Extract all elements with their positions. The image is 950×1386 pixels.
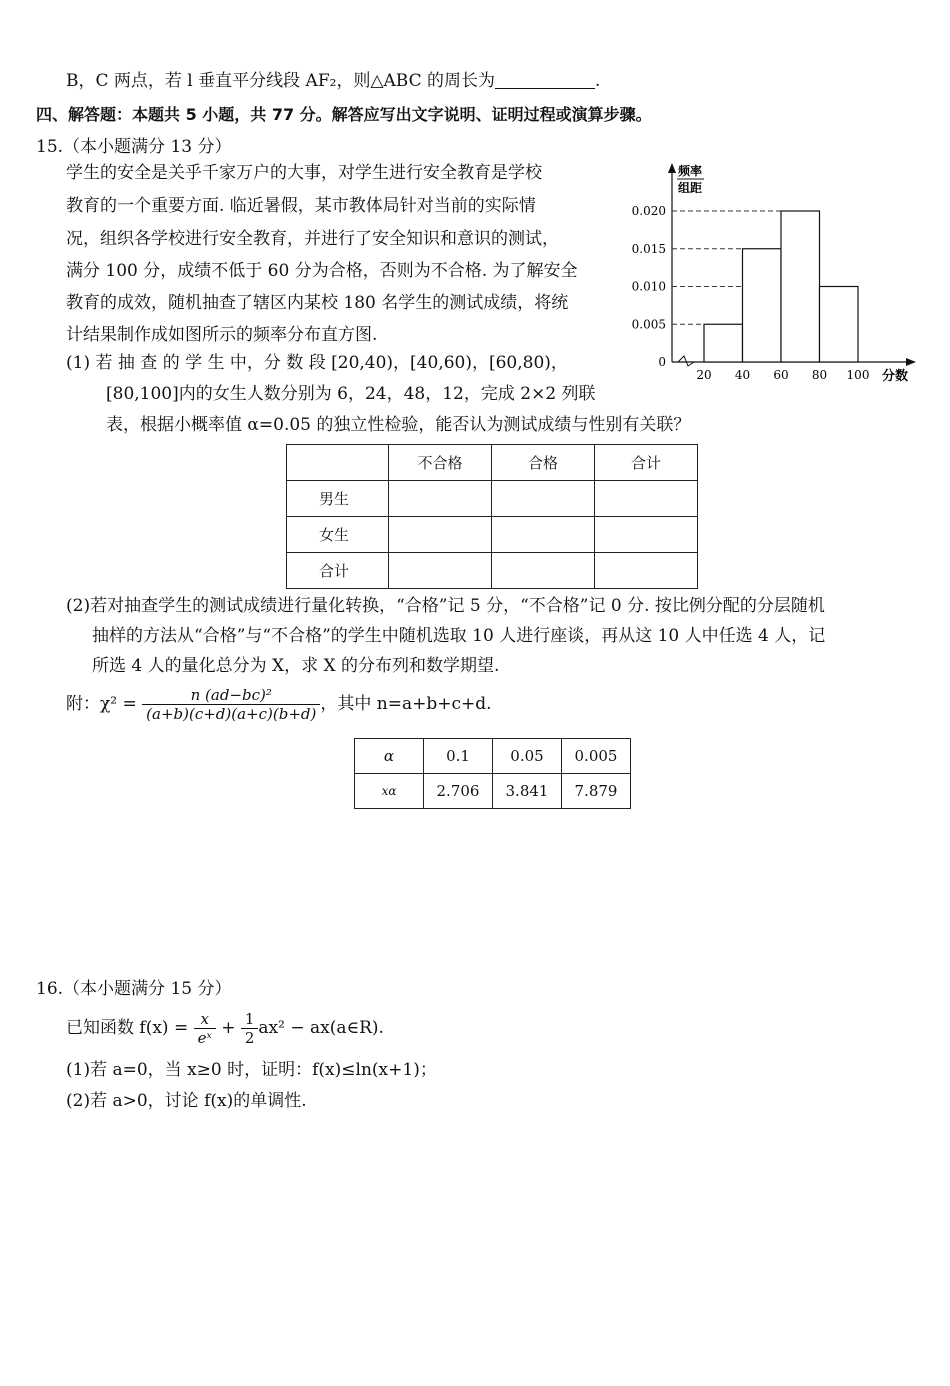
histogram-bar (704, 324, 743, 362)
chi-square-formula (66, 684, 492, 724)
q15-intro-5: 计结果制作成如图所示的频率分布直方图. (66, 325, 378, 345)
x-tick-label: 100 (846, 368, 870, 382)
table-cell: 3.841 (493, 774, 562, 809)
table-cell[interactable] (389, 553, 492, 589)
y-label-bottom: 组距 (678, 181, 703, 195)
q15-intro-1: 教育的一个重要方面. 临近暑假，某市教体局针对当前的实际情 (66, 196, 536, 216)
axis-break-mark (678, 356, 694, 366)
q15-part1-1: [80,100]内的女生人数分别为 6，24，48，12，完成 2×2 列联 (106, 384, 596, 404)
q15-intro-2: 况，组织各学校进行安全教育，并进行了安全知识和意识的测试， (66, 229, 559, 249)
table-cell[interactable] (389, 481, 492, 517)
q15-intro-4: 教育的成效，随机抽查了辖区内某校 180 名学生的测试成绩，将统 (66, 293, 569, 313)
table-header-cell (287, 445, 389, 481)
table-cell: 0.05 (493, 739, 562, 774)
formula-numerator: n (ad−bc)² (142, 686, 320, 705)
top-line-end: . (595, 71, 601, 91)
critical-value-table (354, 738, 631, 809)
table-header-row (287, 445, 698, 481)
table-cell[interactable] (492, 517, 595, 553)
q16-fraction-x-over-ex (194, 1010, 216, 1047)
top-line (66, 68, 600, 94)
x-label: 分数 (882, 369, 909, 384)
table-row (355, 774, 631, 809)
table-cell: 2.706 (424, 774, 493, 809)
x-tick-label: 60 (773, 368, 789, 382)
y-tick-label: 0.020 (631, 204, 666, 218)
y-tick-label: 0 (658, 355, 666, 369)
frac2-denominator: 2 (244, 1029, 255, 1047)
table-cell: xα (355, 774, 424, 809)
row-label-male: 男生 (287, 481, 389, 517)
table-row (355, 739, 631, 774)
x-tick-label: 40 (734, 368, 751, 382)
table-header-cell: 合格 (492, 445, 595, 481)
y-tick-label: 0.010 (631, 279, 666, 294)
y-tick-label: 0.005 (631, 317, 666, 332)
row-label-total: 合计 (287, 553, 389, 589)
frac1-denominator: eˣ (197, 1029, 212, 1047)
formula-denominator: (a+b)(c+d)(a+c)(b+d) (146, 705, 317, 723)
x-axis-arrow (906, 358, 916, 366)
table-cell[interactable] (595, 553, 698, 589)
histogram-bar (781, 211, 820, 362)
q16-part1: (1)若 a=0，当 x≥0 时，证明：f(x)≤ln(x+1)； (66, 1060, 437, 1080)
table-cell[interactable] (595, 517, 698, 553)
histogram-bar (820, 287, 859, 363)
table-cell[interactable] (389, 517, 492, 553)
table-row (287, 553, 698, 589)
x-tick-label: 80 (811, 368, 828, 382)
row-label-female: 女生 (287, 517, 389, 553)
q16-part2: (2)若 a>0，讨论 f(x)的单调性. (66, 1091, 307, 1111)
histogram-bar (743, 249, 782, 362)
table-header-cell: 不合格 (389, 445, 492, 481)
y-label-top: 频率 (678, 164, 703, 178)
q15-part2-0: (2)若对抽查学生的测试成绩进行量化转换，“合格”记 5 分，“不合格”记 0 分. 按比例分配的分层随机 (66, 596, 825, 616)
table-row (287, 517, 698, 553)
table-header-cell: 合计 (595, 445, 698, 481)
q15-intro-3: 满分 100 分，成绩不低于 60 分为合格，否则为不合格. 为了解安全 (66, 261, 578, 281)
q16-given (66, 1006, 384, 1050)
frequency-histogram (620, 155, 920, 385)
x-tick-label: 20 (696, 368, 712, 382)
table-cell[interactable] (492, 553, 595, 589)
top-line-text: B，C 两点，若 l 垂直平分线段 AF₂，则△ABC 的周长为 (66, 71, 496, 91)
table-cell: α (355, 739, 424, 774)
q16-fraction-half (241, 1010, 259, 1047)
contingency-table (286, 444, 698, 589)
formula-fraction (142, 686, 320, 723)
q15-intro-0: 学生的安全是关乎千家万户的大事，对学生进行安全教育是学校 (66, 163, 542, 183)
q16-given-suffix: ax² − ax(a∈R). (258, 1018, 384, 1038)
q15-part2-2: 所选 4 人的量化总分为 X，求 X 的分布列和数学期望. (92, 656, 500, 676)
q15-part1-2: 表，根据小概率值 α=0.05 的独立性检验，能否认为测试成绩与性别有关联？ (106, 415, 691, 435)
table-cell: 0.005 (562, 739, 631, 774)
table-row (287, 481, 698, 517)
section-heading: 四、解答题：本题共 5 小题，共 77 分。解答应写出文字说明、证明过程或演算步骤。 (36, 105, 652, 124)
y-tick-label: 0.015 (631, 241, 666, 256)
q15-title: 15.（本小题满分 13 分） (36, 137, 232, 157)
y-axis-arrow (668, 163, 676, 173)
q15-part2-1: 抽样的方法从“合格”与“不合格”的学生中随机选取 10 人进行座谈，再从这 10 人中任选 4 人，记 (92, 626, 826, 646)
q16-title: 16.（本小题满分 15 分） (36, 979, 232, 999)
formula-suffix: ，其中 n=a+b+c+d. (320, 694, 492, 714)
table-cell[interactable] (492, 481, 595, 517)
table-cell: 7.879 (562, 774, 631, 809)
q15-part1-0: (1) 若 抽 查 的 学 生 中，分 数 段 [20,40)，[40,60)，[60,80)， (66, 353, 568, 373)
table-cell[interactable] (595, 481, 698, 517)
formula-prefix: 附：χ² = (66, 694, 137, 714)
frac1-numerator: x (194, 1010, 216, 1029)
table-cell: 0.1 (424, 739, 493, 774)
q16-given-prefix: 已知函数 f(x) = (66, 1018, 189, 1038)
plus-sign: + (221, 1018, 236, 1038)
frac2-numerator: 1 (241, 1010, 259, 1029)
answer-blank[interactable] (495, 70, 595, 89)
